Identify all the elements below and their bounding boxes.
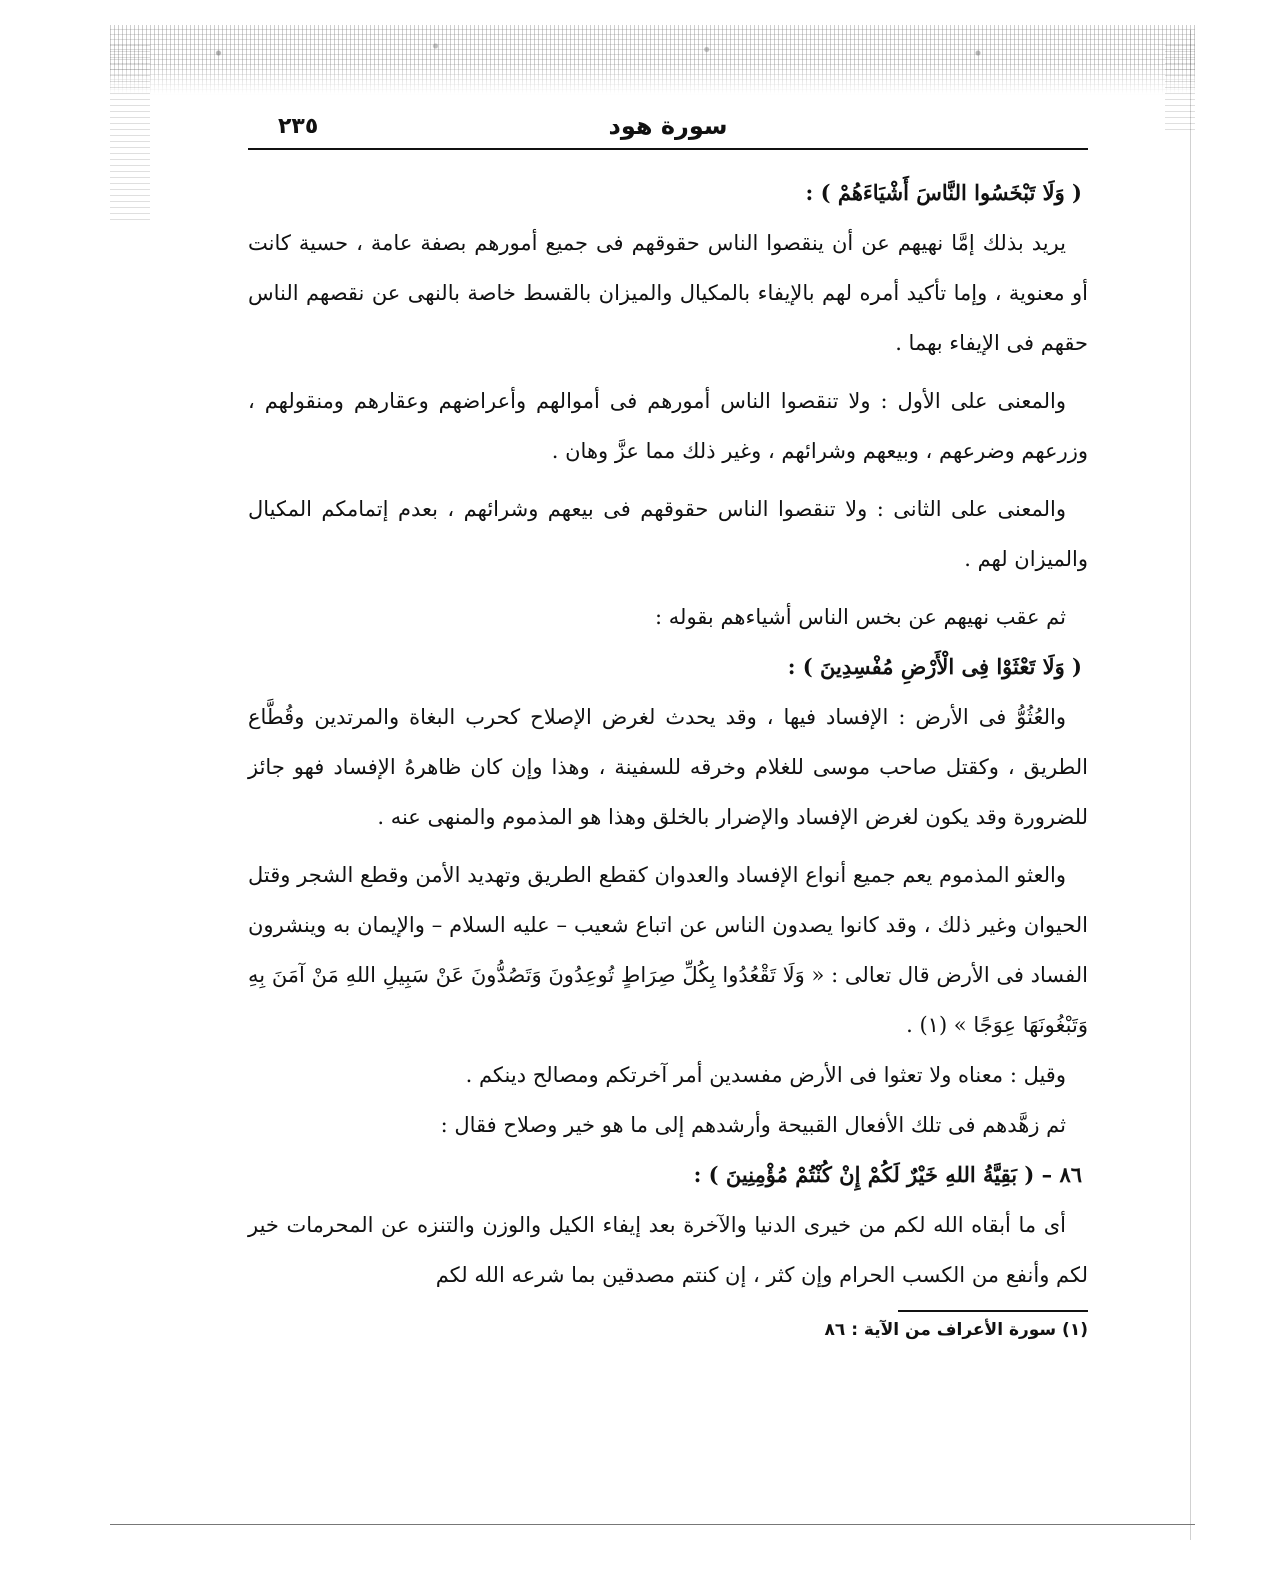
footnote: (١) سورة الأعراف من الآية : ٨٦ <box>824 1320 1088 1340</box>
paragraph-7: وقيل : معناه ولا تعثوا فى الأرض مفسدين أمر آخرتكم ومصالح دينكم . <box>465 1063 1066 1087</box>
verse-heading-3: ٨٦ – ( بَقِيَّةُ اللهِ خَيْرٌ لَكُمْ إِنْ كُنْتُمْ مُؤْمِنِينَ ) : <box>693 1162 1082 1187</box>
paragraph-1: يريد بذلك إمَّا نهيهم عن أن ينقصوا الناس حقوقهم فى جميع أمورهم بصفة عامة ، حسية كانت أو معنوية ، وإما تأكيد أمره لهم بالإيفاء بالمكيال والميزان بالقسط خاصة بالنهى عن نقصهم الناس حقهم فى الإيفاء بهما . <box>248 231 1088 355</box>
paragraph-4: ثم عقب نهيهم عن بخس الناس أشياءهم بقوله : <box>655 605 1066 629</box>
paragraph-8: ثم زهَّدهم فى تلك الأفعال القبيحة وأرشدهم إلى ما هو خير وصلاح فقال : <box>440 1113 1066 1137</box>
paragraph-9: أى ما أبقاه الله لكم من خيرى الدنيا والآخرة بعد إيفاء الكيل والوزن والتنزه عن المحرمات خير لكم وأنفع من الكسب الحرام وإن كثر ، إن كنتم مصدقين بما شرعه الله لكم <box>248 1213 1088 1287</box>
book-page <box>248 110 1088 1470</box>
scan-bottom-edge <box>110 1524 1195 1525</box>
scan-noise-top <box>110 25 1195 95</box>
verse-heading-2: ( وَلَا تَعْثَوْا فِى الْأَرْضِ مُفْسِدِينَ ) : <box>787 654 1082 679</box>
surah-title: سورة هود <box>608 112 728 140</box>
paragraph-5: والعُثُوُّ فى الأرض : الإفساد فيها ، وقد يحدث لغرض الإصلاح كحرب البغاة والمرتدين وقُطَّاع الطريق ، وكقتل صاحب موسى للغلام وخرقه للسفينة ، وهذا وإن كان ظاهرهُ الإفساد فهو جائز للضرورة وقد يكون لغرض الإفساد والإضرار بالخلق وهذا هو المذموم والمنهى عنه . <box>248 705 1088 829</box>
page-number: ٢٣٥ <box>278 114 319 139</box>
paragraph-6: والعثو المذموم يعم جميع أنواع الإفساد والعدوان كقطع الطريق وتهديد الأمن وقطع الشجر وقتل الحيوان وغير ذلك ، وقد كانوا يصدون الناس عن اتباع شعيب – عليه السلام – والإيمان به وينشرون الفساد فى الأرض قال تعالى : « وَلَا تَقْعُدُوا بِكُلِّ صِرَاطٍ تُوعِدُونَ وَتَصُدُّونَ عَنْ سَبِيلِ اللهِ مَنْ آمَنَ بِهِ وَتَبْغُونَهَا عِوَجًا » (١) . <box>248 863 1088 1037</box>
page-header <box>248 110 1088 150</box>
scan-edge-line <box>1190 30 1191 1540</box>
paragraph-2: والمعنى على الأول : ولا تنقصوا الناس أمورهم فى أموالهم وأعراضهم وعقارهم ومنقولهم ، وزرعهم وضرعهم ، وبيعهم وشرائهم ، وغير ذلك مما عزَّ وهان . <box>248 389 1088 463</box>
scan-noise-left <box>110 40 150 220</box>
paragraph-3: والمعنى على الثانى : ولا تنقصوا الناس حقوقهم فى بيعهم وشرائهم ، بعدم إتمامكم المكيال والميزان لهم . <box>248 497 1088 571</box>
verse-heading-1: ( وَلَا تَبْخَسُوا النَّاسَ أَشْيَاءَهُمْ ) : <box>805 180 1082 205</box>
page-body <box>248 168 1088 1300</box>
